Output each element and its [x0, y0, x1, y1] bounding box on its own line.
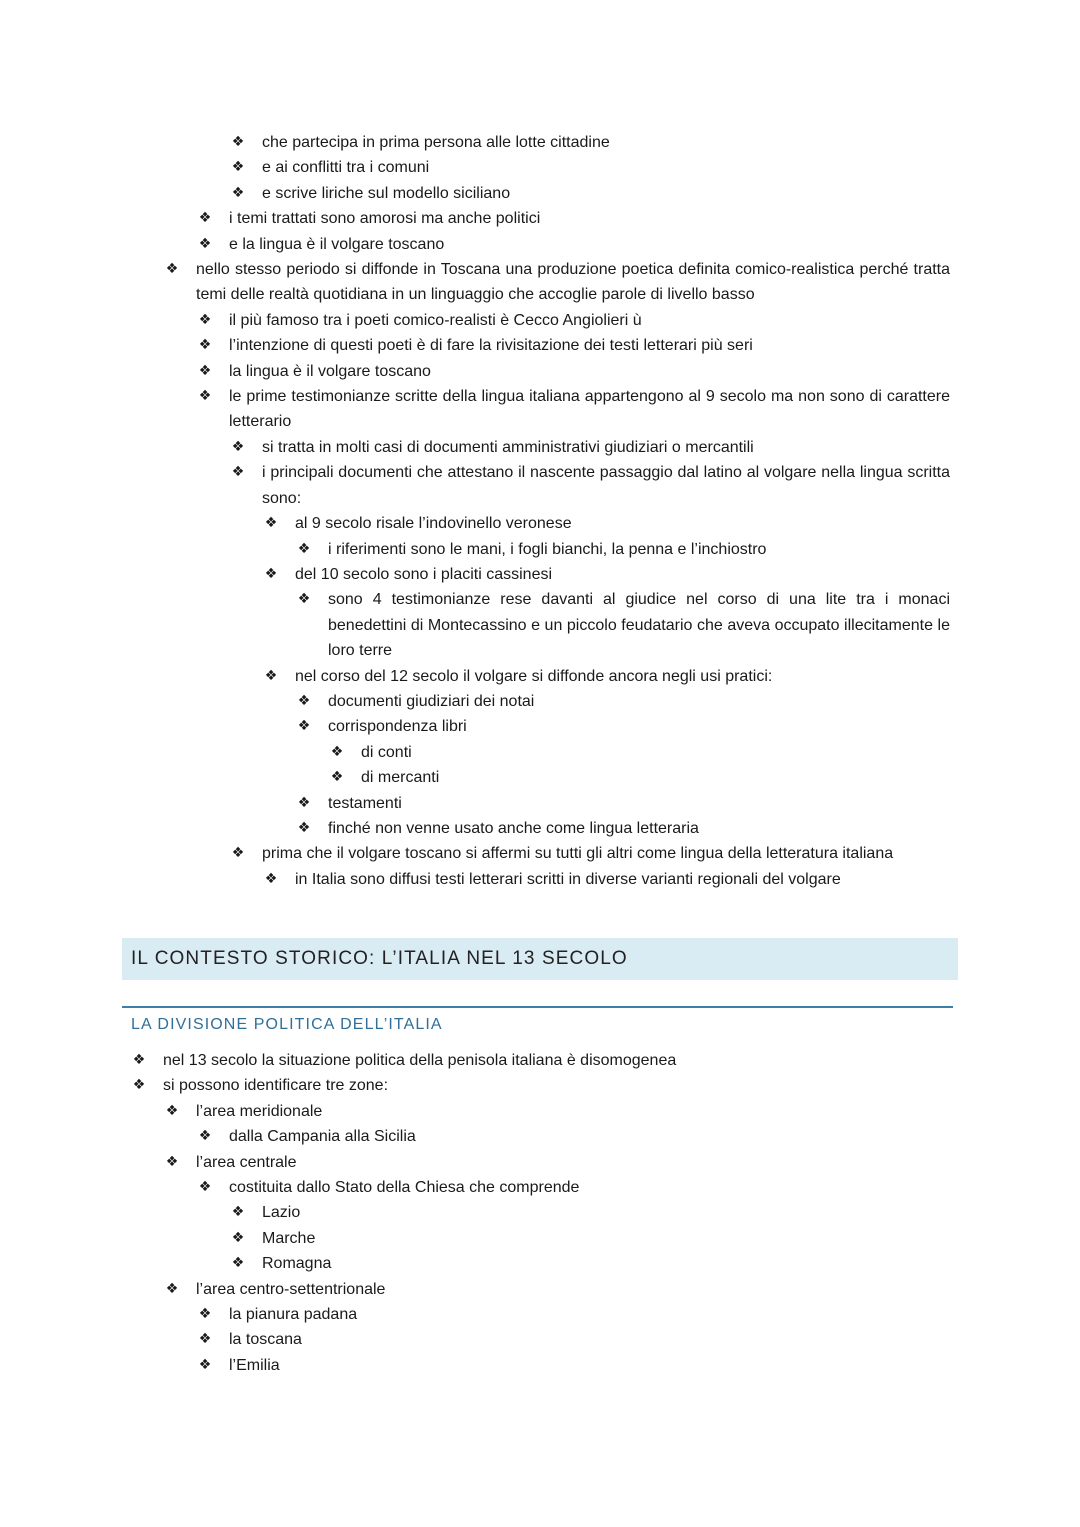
- list-item: [0, 816, 1080, 841]
- list-item-text: e la lingua è il volgare toscano: [229, 235, 445, 253]
- bullet-icon: ❖: [297, 718, 311, 735]
- list-item: [0, 511, 1080, 536]
- list-item-text: al 9 secolo risale l’indovinello veronese: [295, 515, 572, 533]
- list-item-text: Romagna: [262, 1255, 332, 1273]
- bullet-icon: ❖: [231, 1255, 245, 1272]
- list-item-text: l’Emilia: [229, 1356, 280, 1374]
- list-item: [0, 1200, 1080, 1225]
- bullet-icon: ❖: [264, 565, 278, 582]
- bullet-icon: ❖: [198, 1179, 212, 1196]
- list-item-text: le prime testimonianze scritte della lingua italiana appartengono al 9 secolo ma non sono di carattere letterario: [229, 388, 950, 431]
- list-item: [0, 791, 1080, 816]
- list-item: [0, 1150, 1080, 1175]
- notes-list-top: [0, 130, 1080, 892]
- list-item-text: che partecipa in prima persona alle lotte cittadine: [262, 134, 610, 151]
- bullet-icon: ❖: [231, 438, 245, 455]
- list-item: [0, 867, 1080, 892]
- bullet-icon: ❖: [198, 1306, 212, 1323]
- list-item-text: i principali documenti che attestano il nascente passaggio dal latino al volgare nella lingua scritta sono:: [262, 464, 950, 507]
- list-item-text: di mercanti: [361, 769, 440, 787]
- bullet-icon: ❖: [297, 794, 311, 811]
- list-item: [0, 1175, 1080, 1200]
- bullet-icon: ❖: [132, 1052, 146, 1068]
- list-item: [0, 384, 1080, 435]
- list-item-text: la toscana: [229, 1331, 302, 1349]
- list-item: [0, 1099, 1080, 1124]
- bullet-icon: ❖: [198, 337, 212, 354]
- list-item: [0, 308, 1080, 333]
- bullet-icon: ❖: [231, 134, 245, 150]
- list-item-text: testamenti: [328, 794, 402, 812]
- section-heading: IL CONTESTO STORICO: L’ITALIA NEL 13 SECOLO: [122, 938, 958, 980]
- list-item-text: sono 4 testimonianze rese davanti al giudice nel corso di una lite tra i monaci benedettini di Montecassino e un piccolo feudatario che aveva occupato illecitamente le loro terre: [328, 591, 950, 660]
- bullet-icon: ❖: [198, 1128, 212, 1145]
- list-item: [0, 740, 1080, 765]
- list-item-text: l’intenzione di questi poeti è di fare la rivisitazione dei testi letterari più seri: [229, 337, 753, 355]
- list-item-text: costituita dallo Stato della Chiesa che comprende: [229, 1179, 580, 1197]
- bullet-icon: ❖: [330, 769, 344, 786]
- list-item: [0, 562, 1080, 587]
- list-item: [0, 435, 1080, 460]
- list-item-text: il più famoso tra i poeti comico-realisti è Cecco Angiolieri ù: [229, 311, 642, 329]
- list-item-text: prima che il volgare toscano si affermi su tutti gli altri come lingua della letteratura italiana: [262, 845, 894, 863]
- list-item: [0, 206, 1080, 231]
- list-item: [0, 130, 1080, 155]
- list-item: [0, 664, 1080, 689]
- list-item-text: dalla Campania alla Sicilia: [229, 1128, 416, 1146]
- list-item: [0, 765, 1080, 790]
- list-item-text: si tratta in molti casi di documenti amministrativi giudiziari o mercantili: [262, 438, 754, 456]
- list-item-text: Marche: [262, 1229, 316, 1247]
- list-item: [0, 155, 1080, 180]
- list-item: [0, 1048, 1080, 1073]
- list-item: [0, 714, 1080, 739]
- list-item-text: i temi trattati sono amorosi ma anche politici: [229, 210, 541, 228]
- notes-list-bottom: [0, 1048, 1080, 1378]
- list-item-text: nel 13 secolo la situazione politica della penisola italiana è disomogenea: [163, 1052, 677, 1069]
- bullet-icon: ❖: [297, 591, 311, 608]
- list-item-text: e ai conflitti tra i comuni: [262, 159, 430, 177]
- list-item: [0, 1353, 1080, 1378]
- list-item-text: e scrive liriche sul modello siciliano: [262, 184, 511, 202]
- list-item: [0, 181, 1080, 206]
- list-item-text: l’area meridionale: [196, 1102, 323, 1120]
- bullet-icon: ❖: [132, 1077, 146, 1094]
- subsection-heading: LA DIVISIONE POLITICA DELL’ITALIA: [131, 1016, 443, 1033]
- bullet-icon: ❖: [198, 210, 212, 227]
- bullet-icon: ❖: [165, 1102, 179, 1119]
- bullet-icon: ❖: [198, 311, 212, 328]
- bullet-icon: ❖: [165, 1153, 179, 1170]
- bullet-icon: ❖: [198, 388, 212, 405]
- list-item: [0, 537, 1080, 562]
- heading-rule: [122, 1006, 953, 1008]
- bullet-icon: ❖: [165, 1280, 179, 1297]
- list-item-text: la pianura padana: [229, 1306, 358, 1324]
- list-item: [0, 232, 1080, 257]
- list-item: [0, 587, 1080, 663]
- list-item-text: corrispondenza libri: [328, 718, 467, 736]
- bullet-icon: ❖: [231, 845, 245, 862]
- list-item-text: l’area centrale: [196, 1153, 297, 1171]
- list-item-text: del 10 secolo sono i placiti cassinesi: [295, 565, 553, 583]
- bullet-icon: ❖: [231, 1229, 245, 1246]
- list-item: [0, 359, 1080, 384]
- list-item: [0, 257, 1080, 308]
- list-item: [0, 841, 1080, 866]
- list-item: [0, 1277, 1080, 1302]
- list-item: [0, 333, 1080, 358]
- bullet-icon: ❖: [297, 819, 311, 836]
- bullet-icon: ❖: [330, 743, 344, 760]
- bullet-icon: ❖: [165, 261, 179, 278]
- bullet-icon: ❖: [297, 540, 311, 557]
- list-item: [0, 1073, 1080, 1098]
- list-item-text: nello stesso periodo si diffonde in Toscana una produzione poetica definita comico-realistica perché tratta temi delle realtà quotidiana in un linguaggio che accoglie parole di livello basso: [196, 261, 950, 304]
- list-item: [0, 460, 1080, 511]
- bullet-icon: ❖: [231, 464, 245, 481]
- list-item: [0, 1251, 1080, 1276]
- bullet-icon: ❖: [198, 1331, 212, 1348]
- bullet-icon: ❖: [297, 692, 311, 709]
- bullet-icon: ❖: [231, 1204, 245, 1221]
- list-item: [0, 689, 1080, 714]
- bullet-icon: ❖: [264, 515, 278, 532]
- list-item-text: documenti giudiziari dei notai: [328, 692, 535, 710]
- bullet-icon: ❖: [198, 1356, 212, 1373]
- list-item-text: nel corso del 12 secolo il volgare si diffonde ancora negli usi pratici:: [295, 667, 773, 685]
- list-item: [0, 1302, 1080, 1327]
- list-item-text: l’area centro-settentrionale: [196, 1280, 386, 1298]
- bullet-icon: ❖: [264, 667, 278, 684]
- list-item: [0, 1226, 1080, 1251]
- list-item-text: Lazio: [262, 1204, 301, 1222]
- bullet-icon: ❖: [198, 362, 212, 379]
- list-item: [0, 1327, 1080, 1352]
- bullet-icon: ❖: [231, 184, 245, 201]
- list-item-text: finché non venne usato anche come lingua letteraria: [328, 819, 699, 837]
- list-item-text: in Italia sono diffusi testi letterari scritti in diverse varianti regionali del volgare: [295, 870, 841, 888]
- list-item: [0, 1124, 1080, 1149]
- bullet-icon: ❖: [264, 870, 278, 887]
- bullet-icon: ❖: [231, 159, 245, 176]
- bullet-icon: ❖: [198, 235, 212, 252]
- list-item-text: i riferimenti sono le mani, i fogli bianchi, la penna e l’inchiostro: [328, 540, 767, 558]
- list-item-text: di conti: [361, 743, 412, 761]
- list-item-text: si possono identificare tre zone:: [163, 1077, 389, 1095]
- list-item-text: la lingua è il volgare toscano: [229, 362, 431, 380]
